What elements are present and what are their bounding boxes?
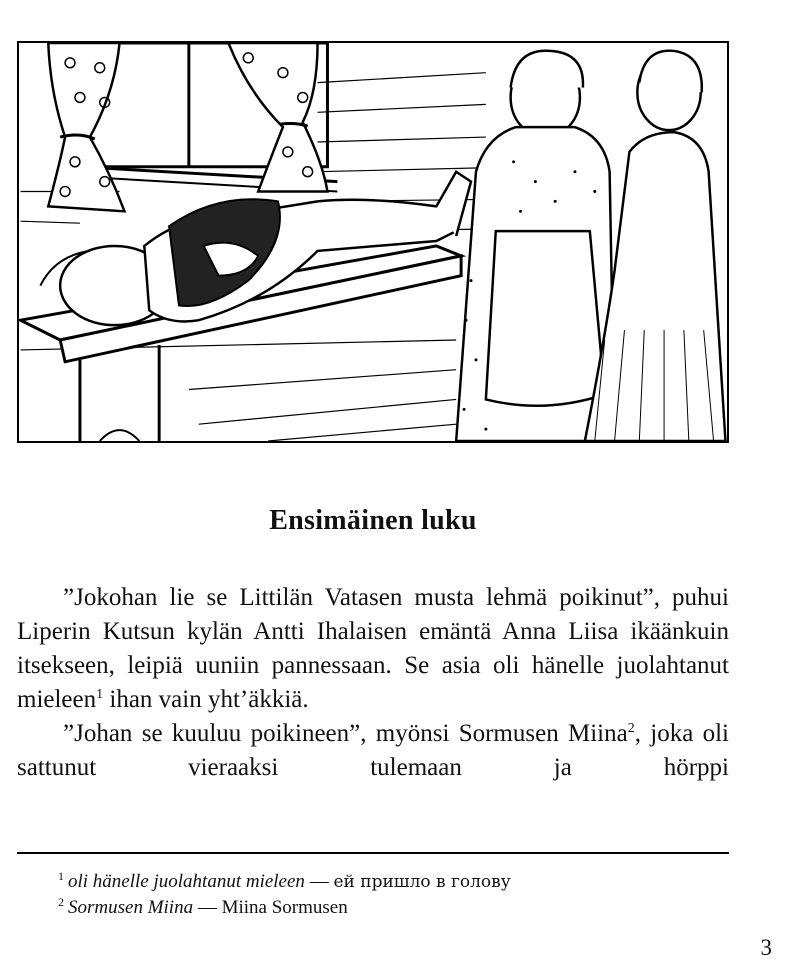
footnote <box>58 869 511 895</box>
paragraph <box>17 717 729 785</box>
body-text <box>17 581 729 785</box>
footnote-ref: 1 <box>96 687 104 702</box>
paragraph-text: ihan vain yht’äkkiä. <box>103 686 309 713</box>
page-number: 3 <box>760 935 772 960</box>
right-curtain <box>228 43 327 192</box>
paragraph <box>17 581 729 717</box>
chapter-title: Ensimäinen luku <box>269 505 477 536</box>
footnote-number: 1 <box>58 869 64 883</box>
footnote-ref: 2 <box>627 721 635 736</box>
footnote-phrase: Sormusen Miina <box>68 897 194 918</box>
left-curtain <box>48 43 124 211</box>
footnote-number: 2 <box>58 895 64 909</box>
footnote-translation: Miina Sormusen <box>221 897 348 918</box>
paragraph-text: ”Jokohan lie se Littilän Vatasen musta lehmä poikinut”, puhui Liperin Kutsun kylän Antti Ihalaisen emäntä Anna Liisa ikäänkuin itsekseen, leipiä uuniin pannessaan. Se asia oli hänelle juolahtanut mieleen <box>17 584 729 713</box>
paragraph-text: , joka oli sattunut vieraaksi tulemaan ja hörppi <box>17 720 729 781</box>
footnote-phrase: oli hänelle juolahtanut mieleen <box>68 871 305 892</box>
footnote-translation: ей пришло в голову <box>333 872 511 892</box>
chapter-illustration <box>17 41 729 443</box>
paragraph-text: ”Johan se kuuluu poikineen”, myönsi Sormusen Miina <box>63 720 628 747</box>
footnote-dash: — <box>304 871 334 892</box>
footnote <box>58 895 511 921</box>
footnote-divider <box>17 852 729 854</box>
footnote-dash: — <box>193 897 222 918</box>
woman-with-apron <box>456 51 614 441</box>
footnotes <box>58 869 511 921</box>
